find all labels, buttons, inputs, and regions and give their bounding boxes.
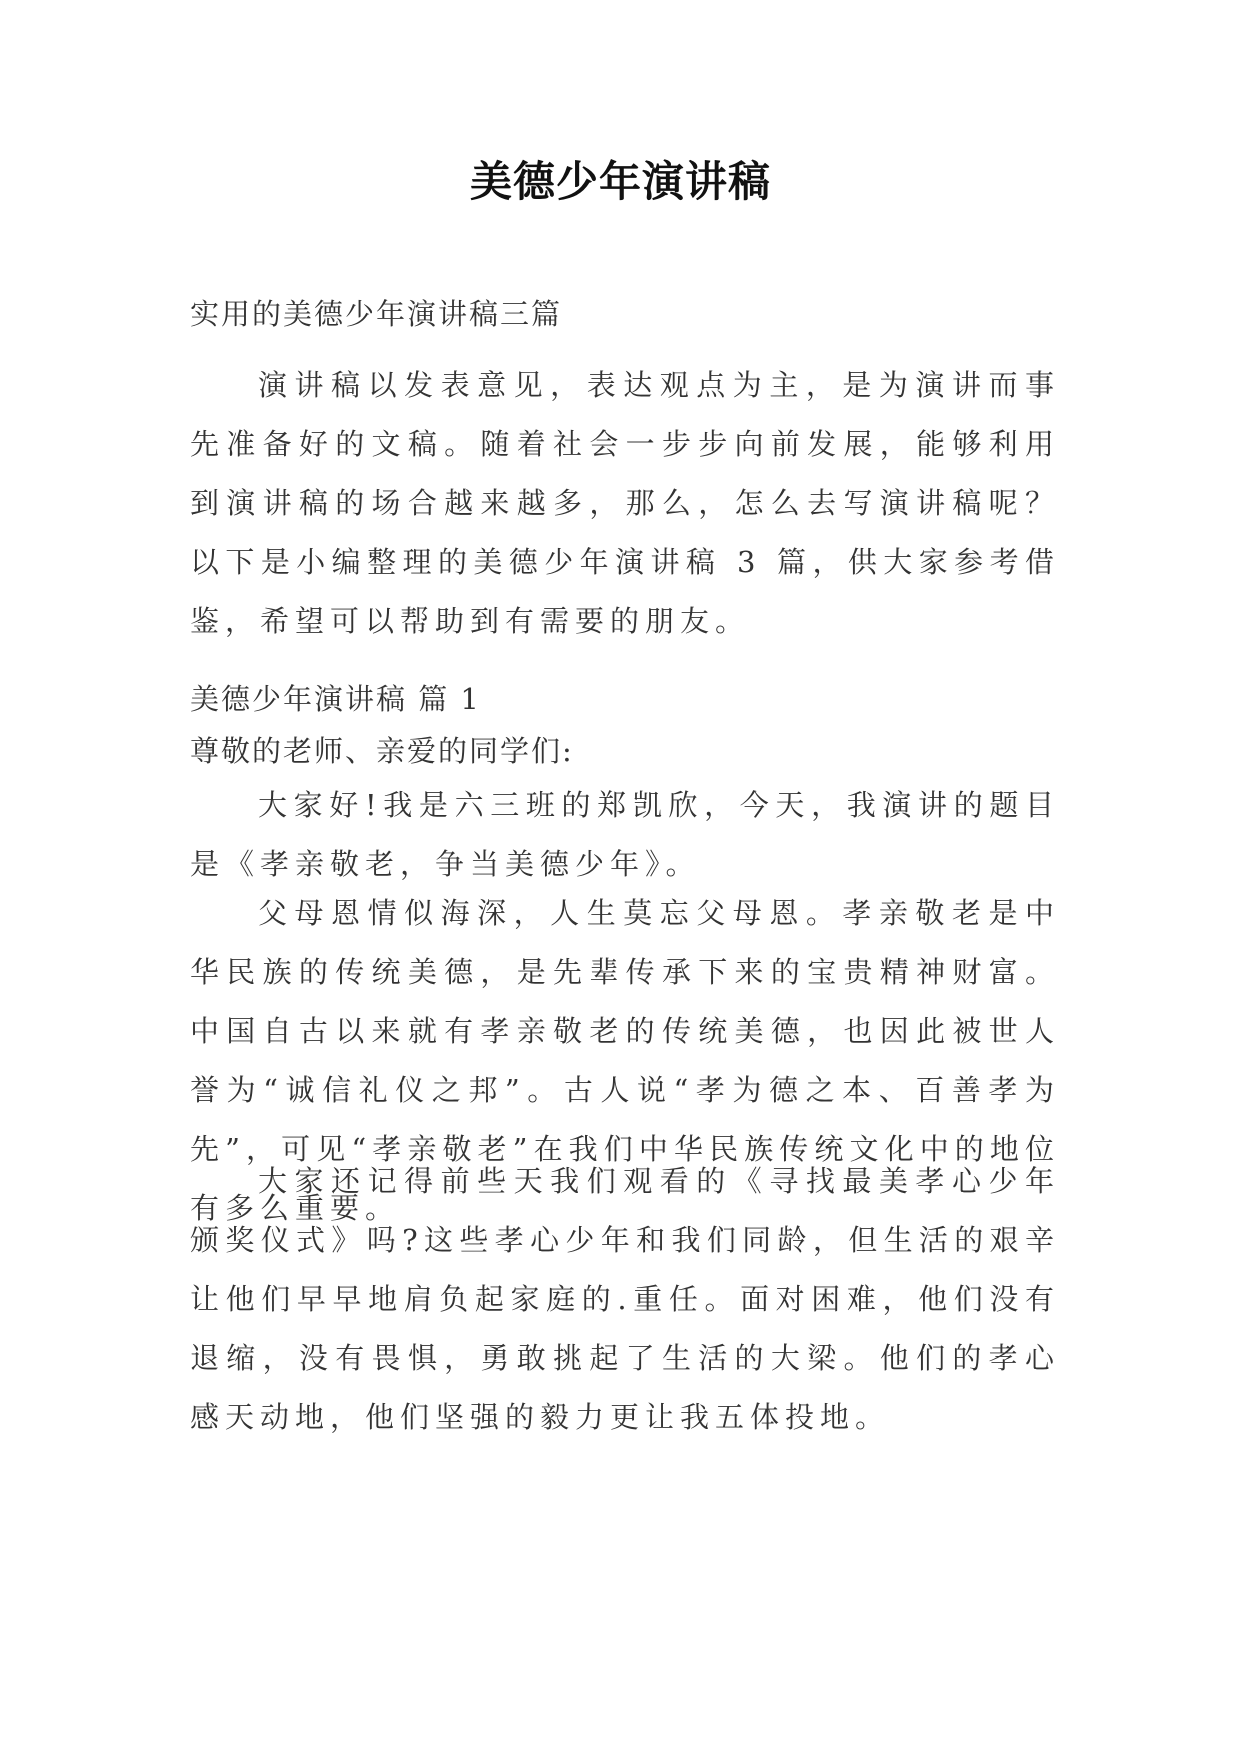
body-paragraph-1: 大家好!我是六三班的郑凯欣，今天，我演讲的题目是《孝亲敬老，争当美德少年》。: [190, 788, 1060, 881]
section-heading: 美德少年演讲稿 篇 1: [190, 682, 481, 716]
salutation: 尊敬的老师、亲爱的同学们:: [190, 734, 574, 768]
document-title: 美德少年演讲稿: [469, 157, 771, 206]
body-paragraph-3: 大家还记得前些天我们观看的《寻找最美孝心少年颁奖仪式》吗?这些孝心少年和我们同龄，但生活的艰辛让他们早早地肩负起家庭的.重任。面对困难，他们没有退缩，没有畏惧，勇敢挑起了生活的大梁。他们的孝心感天动地，他们坚强的毅力更让我五体投地。: [190, 1164, 1060, 1434]
intro-paragraph: 演讲稿以发表意见，表达观点为主，是为演讲而事先准备好的文稿。随着社会一步步向前发展，能够利用到演讲稿的场合越来越多，那么，怎么去写演讲稿呢？以下是小编整理的美德少年演讲稿 3 篇，供大家参考借鉴，希望可以帮助到有需要的朋友。: [190, 368, 1060, 638]
body-paragraph-2: 父母恩情似海深，人生莫忘父母恩。孝亲敬老是中华民族的传统美德，是先辈传承下来的宝贵精神财富。中国自古以来就有孝亲敬老的传统美德，也因此被世人誉为“诚信礼仪之邦”。古人说“孝为德之本、百善孝为先”，可见“孝亲敬老”在我们中华民族传统文化中的地位有多么重要。: [190, 896, 1060, 1225]
document-subtitle: 实用的美德少年演讲稿三篇: [190, 297, 563, 331]
